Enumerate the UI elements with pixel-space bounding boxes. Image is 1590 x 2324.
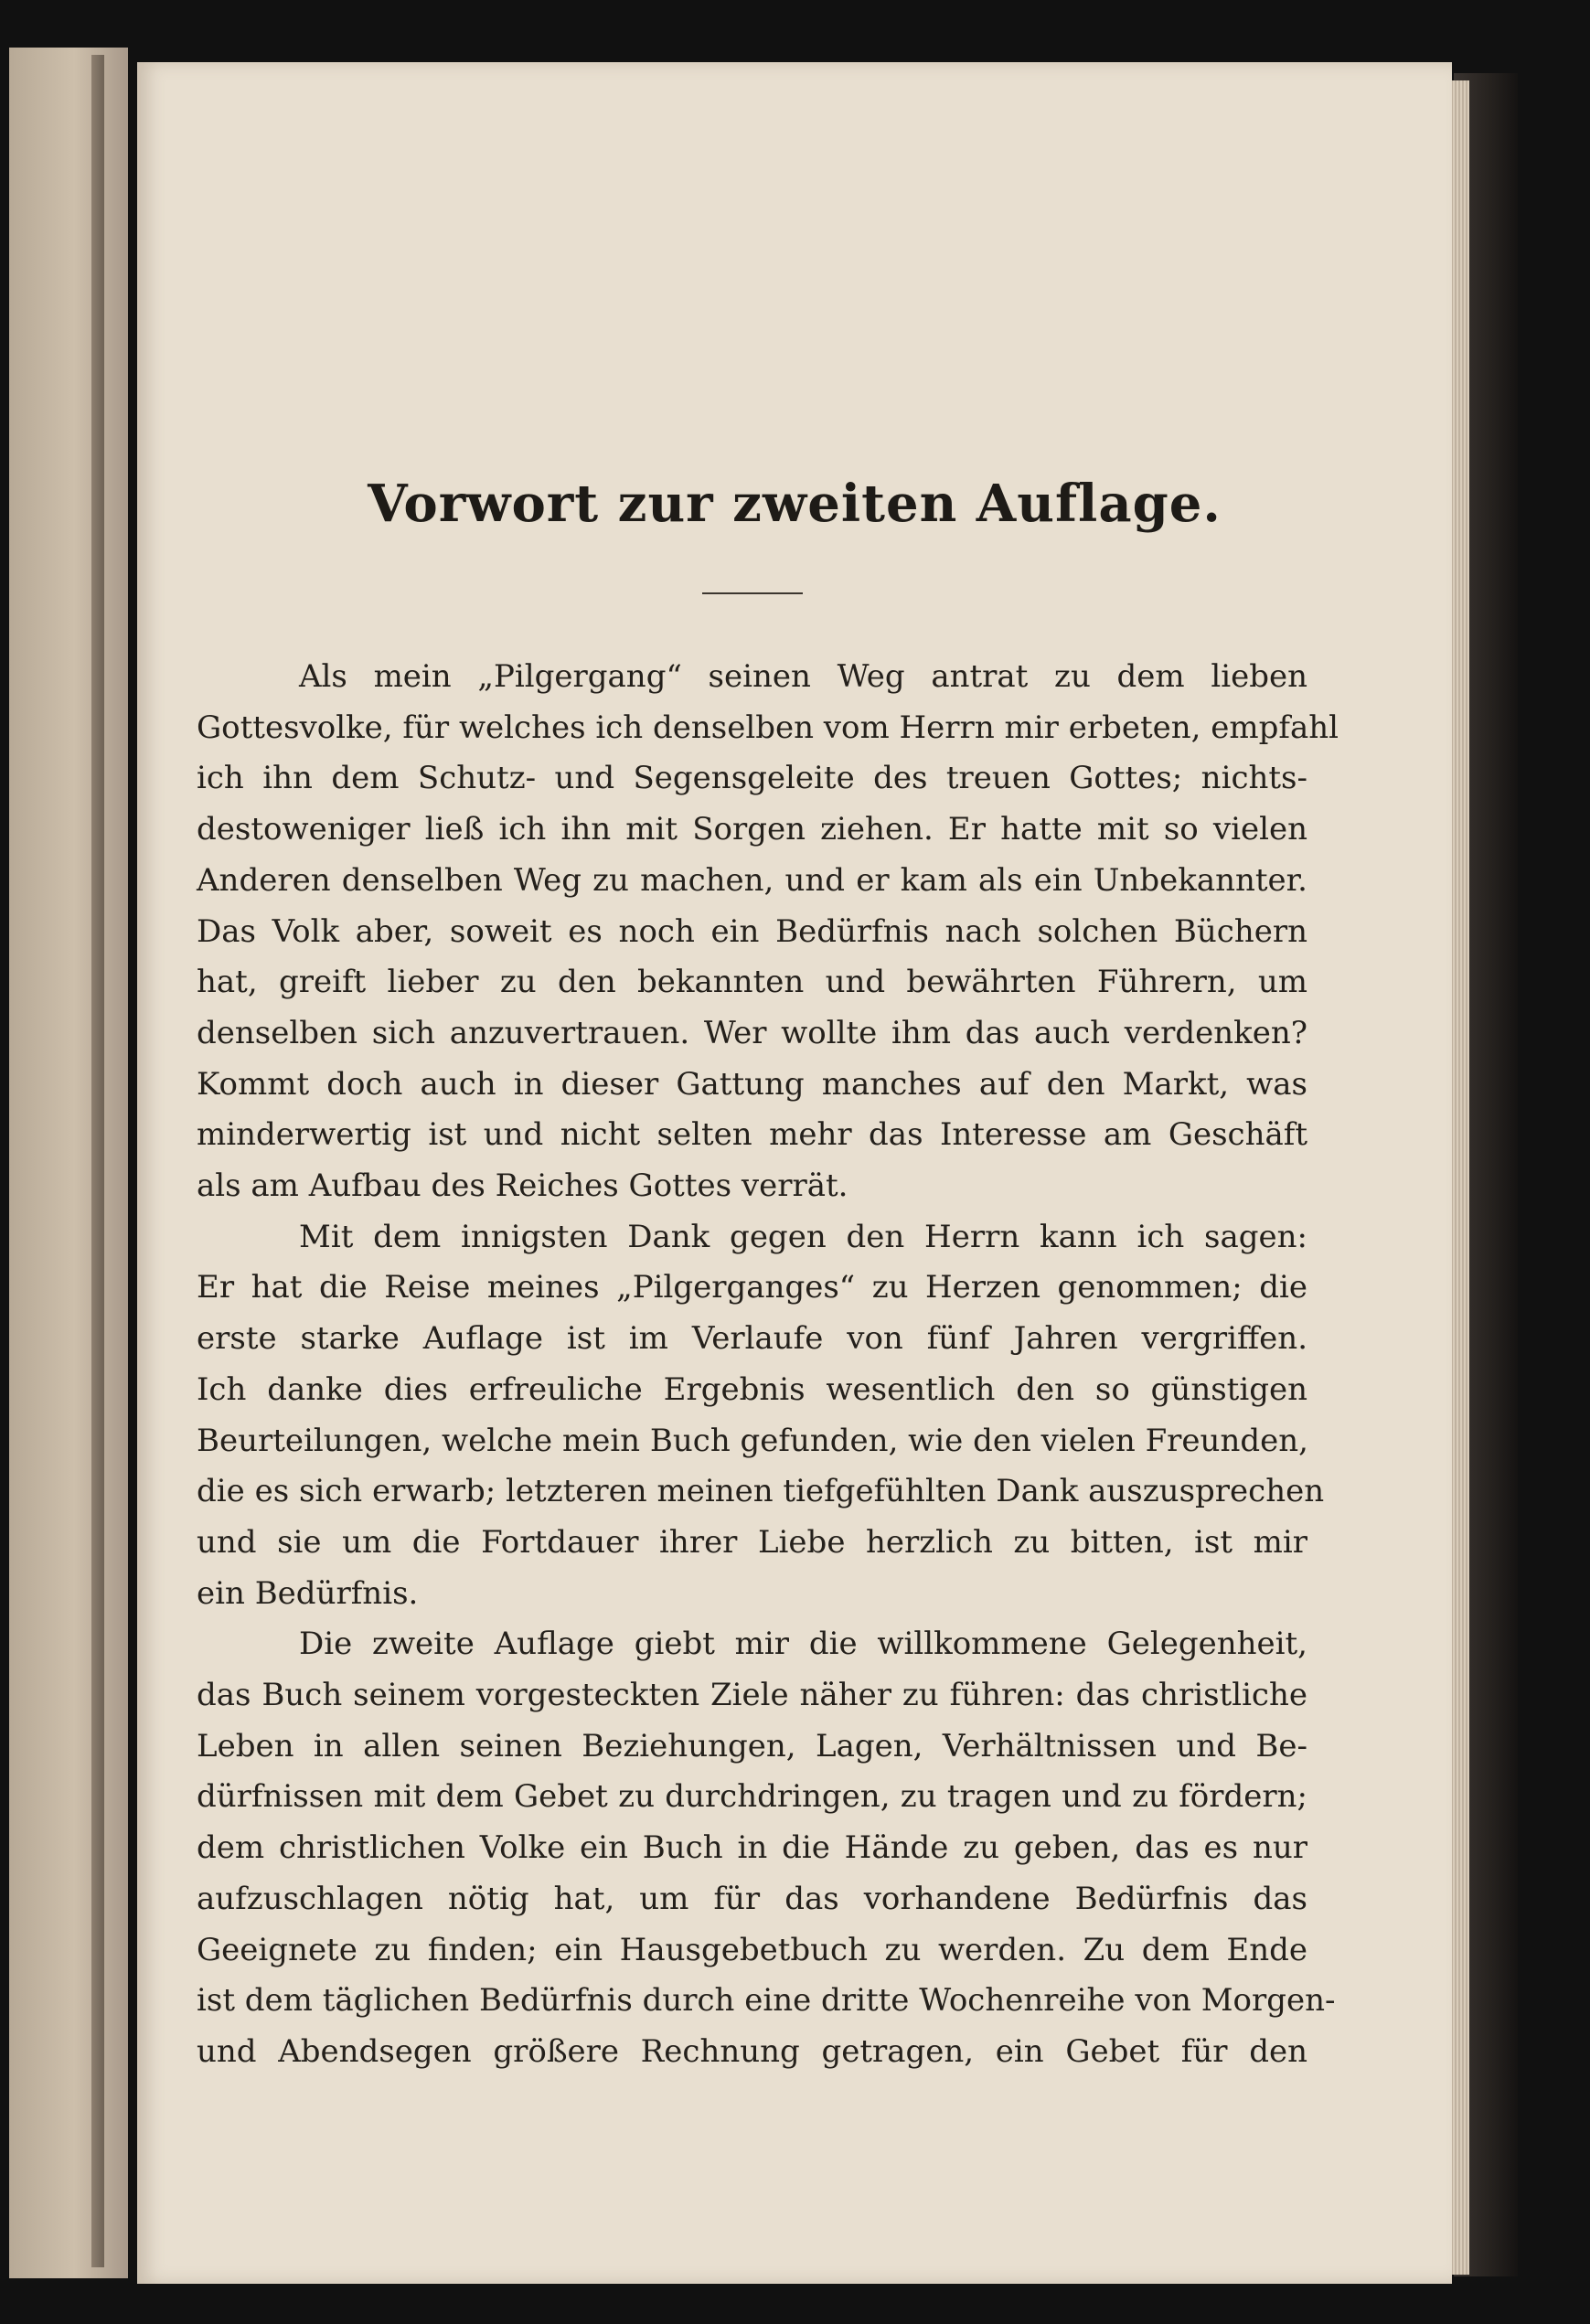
page-stack-edge <box>1449 80 1469 2275</box>
text-line: Gottesvolke, für welches ich denselben vom Herrn mir erbeten, empfahl <box>197 709 1339 746</box>
text-line: erste starke Auflage ist im Verlaufe von fünf Jahren vergriffen. <box>197 1320 1307 1358</box>
text-line: das Buch seinem vorgesteckten Ziele näher zu führen: das christliche <box>197 1677 1307 1714</box>
book-binding <box>91 55 104 2267</box>
paragraph-2 <box>197 1212 1325 1620</box>
text-line: und Abendsegen größere Rechnung getragen, ein Gebet für den <box>197 2032 1307 2070</box>
text-line: Als mein „Pilgergang“ seinen Weg antrat zu dem lieben <box>299 658 1307 695</box>
text-line: destoweniger ließ ich ihn mit Sorgen ziehen. Er hatte mit so vielen <box>197 811 1307 848</box>
text-line: ist dem täglichen Bedürfnis durch eine dritte Wochenreihe von Morgen- <box>197 1982 1336 2020</box>
text-line: ein Bedürfnis. <box>197 1574 419 1612</box>
text-line: dürfnissen mit dem Gebet zu durchdringen, zu tragen und zu fördern; <box>197 1778 1307 1816</box>
text-line: Ich danke dies erfreuliche Ergebnis wesentlich den so günstigen <box>197 1370 1307 1408</box>
paragraph-1 <box>197 652 1339 1212</box>
text-line: hat, greift lieber zu den bekannten und bewährten Führern, um <box>197 964 1307 1001</box>
text-line: Die zweite Auflage giebt mir die willkommene Gelegenheit, <box>299 1626 1307 1663</box>
text-line: und sie um die Fortdauer ihrer Liebe herzlich zu bitten, ist mir <box>197 1523 1307 1561</box>
page-title: Vorwort zur zweiten Auflage. <box>368 474 1222 534</box>
text-line: die es sich erwarb; letzteren meinen tiefgefühlten Dank auszusprechen <box>197 1473 1325 1510</box>
text-line: ich ihn dem Schutz- und Segensgeleite des treuen Gottes; nichts- <box>197 760 1307 797</box>
title-divider <box>702 592 803 594</box>
book-page <box>137 62 1452 2284</box>
text-line: minderwertig ist und nicht selten mehr das Interesse am Geschäft <box>197 1116 1307 1154</box>
text-line: Er hat die Reise meines „Pilgerganges“ zu Herzen genommen; die <box>197 1269 1307 1306</box>
text-line: dem christlichen Volke ein Buch in die Hände zu geben, das es nur <box>197 1829 1307 1867</box>
left-page-edge <box>9 48 128 2278</box>
paragraph-3 <box>197 1619 1336 2077</box>
text-line: denselben sich anzuvertrauen. Wer wollte ihm das auch verdenken? <box>197 1014 1307 1051</box>
text-line: Beurteilungen, welche mein Buch gefunden, wie den vielen Freunden, <box>197 1422 1308 1459</box>
text-line: aufzuschlagen nötig hat, um für das vorhandene Bedürfnis das <box>197 1880 1307 1917</box>
text-line: als am Aufbau des Reiches Gottes verrät. <box>197 1167 848 1205</box>
text-line: Anderen denselben Weg zu machen, und er kam als ein Unbekannter. <box>197 861 1307 899</box>
body-text <box>197 652 1339 2078</box>
text-line: Kommt doch auch in dieser Gattung manches auf den Markt, was <box>197 1065 1307 1103</box>
text-line: Leben in allen seinen Beziehungen, Lagen, Verhältnissen und Be- <box>197 1727 1307 1764</box>
text-line: Geeignete zu finden; ein Hausgebetbuch zu werden. Zu dem Ende <box>197 1931 1307 1968</box>
text-line: Das Volk aber, soweit es noch ein Bedürfnis nach solchen Büchern <box>197 912 1307 950</box>
text-line: Mit dem innigsten Dank gegen den Herrn kann ich sagen: <box>299 1218 1307 1255</box>
